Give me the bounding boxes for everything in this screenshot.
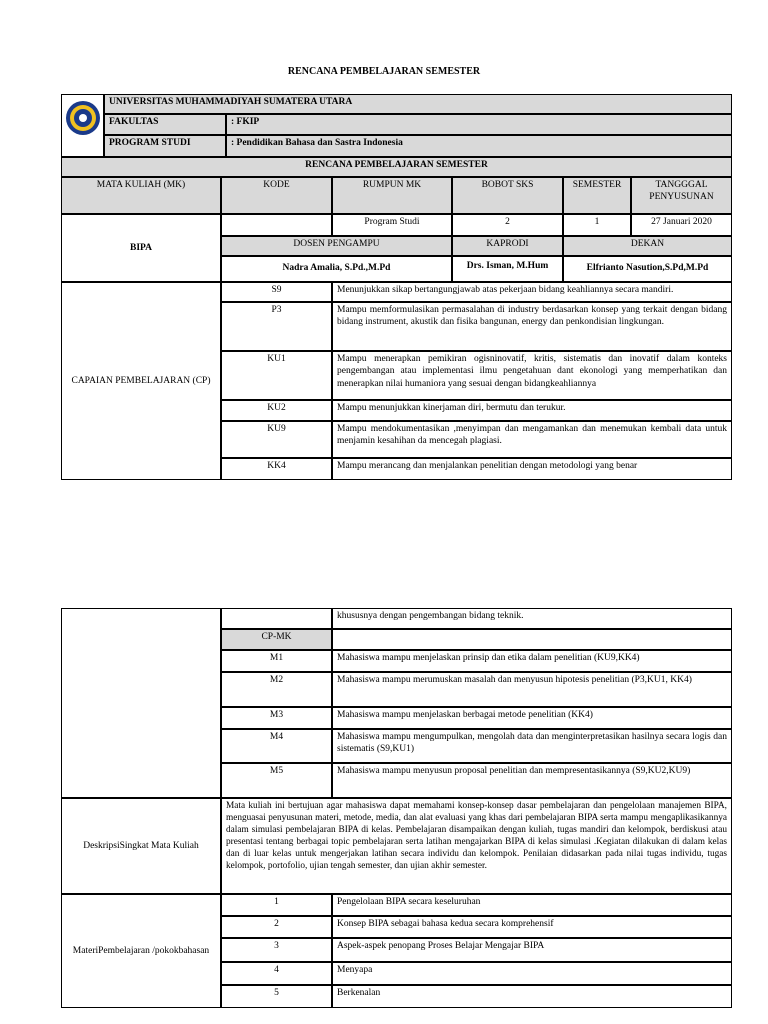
- cpmk-label: CP-MK: [221, 629, 332, 650]
- cpmk-code: M2: [221, 672, 332, 707]
- deskripsi-text: Mata kuliah ini bertujuan agar mahasiswa dapat memahami konsep-konsep dasar pembelajaran dan pengelolaan manajemen BIPA, menguasai penyusunan materi, metode, media, dan alat evaluasi yang khas dari pembelajaran BIPA serta mampu mengaplikasikannya dalam simulasi pembelajaran BIPA di kelas. Pembelajaran disampaikan dengan kuliah, tugas mandiri dan kelompok, berdiskusi atau presentasi tentang berbagai topic pembelajaran serta latihan mengajarkan BIPA di kelas simulasi .Kegiatan dilakukan di dalam kelas dan di luar kelas untuk mengerjakan latihan secara individu dan kelompok. Penilaian didasarkan pada nilai tugas individu, tugas kelompok, portofolio, ujian tengah semester, dan ujian akhir semester.: [221, 798, 732, 894]
- dekan-name: Elfrianto Nasution,S.Pd,M.Pd: [563, 256, 732, 282]
- materi-no: 5: [221, 985, 332, 1008]
- materi-no: 2: [221, 916, 332, 938]
- col-tanggal: TANGGGAL PENYUSUNAN: [631, 177, 732, 214]
- col-kode: KODE: [221, 177, 332, 214]
- materi-no: 3: [221, 938, 332, 962]
- cpmk-text: Mahasiswa mampu menyusun proposal penelitian dan mempresentasikannya (S9,KU2,KU9): [332, 763, 732, 798]
- cp-code: KU9: [221, 421, 332, 458]
- cp-code: KK4: [221, 458, 332, 480]
- kaprodi-name: Drs. Isman, M.Hum: [452, 256, 563, 282]
- dosen-label: DOSEN PENGAMPU: [221, 236, 452, 256]
- col-bobot: BOBOT SKS: [452, 177, 563, 214]
- cpmk-text: Mahasiswa mampu merumuskan masalah dan menyusun hipotesis penelitian (P3,KU1, KK4): [332, 672, 732, 707]
- course-name: BIPA: [61, 214, 221, 282]
- blank-cell: [221, 608, 332, 629]
- cp-text: Menunjukkan sikap bertangungjawab atas pekerjaan bidang keahliannya secara mandiri.: [332, 282, 732, 302]
- course-tanggal: 27 Januari 2020: [631, 214, 732, 236]
- course-code: [221, 214, 332, 236]
- dekan-label: DEKAN: [563, 236, 732, 256]
- cp-label: CAPAIAN PEMBELAJARAN (CP): [61, 282, 221, 480]
- kk4-continued: khususnya dengan pengembangan bidang teknik.: [332, 608, 732, 629]
- dosen-name: Nadra Amalia, S.Pd.,M.Pd: [221, 256, 452, 282]
- cp-text: Mampu merancang dan menjalankan penelitian dengan metodologi yang benar: [332, 458, 732, 480]
- cpmk-text: Mahasiswa mampu menjelaskan prinsip dan etika dalam penelitian (KU9,KK4): [332, 650, 732, 672]
- materi-text: Konsep BIPA sebagai bahasa kedua secara komprehensif: [332, 916, 732, 938]
- cp-code: KU2: [221, 400, 332, 421]
- materi-no: 1: [221, 894, 332, 916]
- cp-text: Mampu menunjukkan kinerjaman diri, bermutu dan terukur.: [332, 400, 732, 421]
- course-semester: 1: [563, 214, 631, 236]
- col-mata-kuliah: MATA KULIAH (MK): [61, 177, 221, 214]
- materi-text: Berkenalan: [332, 985, 732, 1008]
- col-semester: SEMESTER: [563, 177, 631, 214]
- university-logo-icon: [65, 100, 101, 136]
- document-title: RENCANA PEMBELAJARAN SEMESTER: [287, 66, 481, 77]
- materi-label: MateriPembelajaran /pokokbahasan: [61, 894, 221, 1008]
- cp-label-continued: [61, 608, 221, 798]
- blank-cell: [332, 629, 732, 650]
- cpmk-code: M4: [221, 729, 332, 763]
- cp-text: Mampu memformulasikan permasalahan di industry berdasarkan konsep yang terkait dengan bidang bidang instrument, akustik dan fisika bangunan, energy dan penkondisian lingkungan.: [332, 302, 732, 351]
- cpmk-code: M5: [221, 763, 332, 798]
- materi-text: Pengelolaan BIPA secara keseluruhan: [332, 894, 732, 916]
- materi-no: 4: [221, 962, 332, 985]
- university-name: UNIVERSITAS MUHAMMADIYAH SUMATERA UTARA: [104, 94, 732, 114]
- deskripsi-label: DeskripsiSingkat Mata Kuliah: [61, 798, 221, 894]
- course-rumpun: Program Studi: [332, 214, 452, 236]
- materi-text: Aspek-aspek penopang Proses Belajar Mengajar BIPA: [332, 938, 732, 962]
- cpmk-code: M3: [221, 707, 332, 729]
- cp-text: Mampu mendokumentasikan ,menyimpan dan mengamankan dan menemukan kembali data untuk menjamin kesahihan da mencegah plagiasi.: [332, 421, 732, 458]
- cpmk-code: M1: [221, 650, 332, 672]
- cpmk-text: Mahasiswa mampu mengumpulkan, mengolah data dan menginterpretasikan hasilnya secara logis dan sistematis (S9,KU1): [332, 729, 732, 763]
- faculty-value: : FKIP: [226, 114, 732, 135]
- cpmk-text: Mahasiswa mampu menjelaskan berbagai metode penelitian (KK4): [332, 707, 732, 729]
- cp-code: S9: [221, 282, 332, 302]
- program-label: PROGRAM STUDI: [104, 135, 226, 157]
- kaprodi-label: KAPRODI: [452, 236, 563, 256]
- materi-text: Menyapa: [332, 962, 732, 985]
- course-bobot: 2: [452, 214, 563, 236]
- faculty-label: FAKULTAS: [104, 114, 226, 135]
- cp-code: KU1: [221, 351, 332, 400]
- program-value: : Pendidikan Bahasa dan Sastra Indonesia: [226, 135, 732, 157]
- rps-title: RENCANA PEMBELAJARAN SEMESTER: [61, 157, 732, 177]
- cp-code: P3: [221, 302, 332, 351]
- col-rumpun: RUMPUN MK: [332, 177, 452, 214]
- cp-text: Mampu menerapkan pemikiran ogisninovatif, kritis, sistematis dan inovatif dalam konteks pengembangan atau implementasi ilmu pengetahuan dant ekonologi yang memperhatikan dan menerapkan nilai humaniora yang sesuai dengan bidangkeahliannya: [332, 351, 732, 400]
